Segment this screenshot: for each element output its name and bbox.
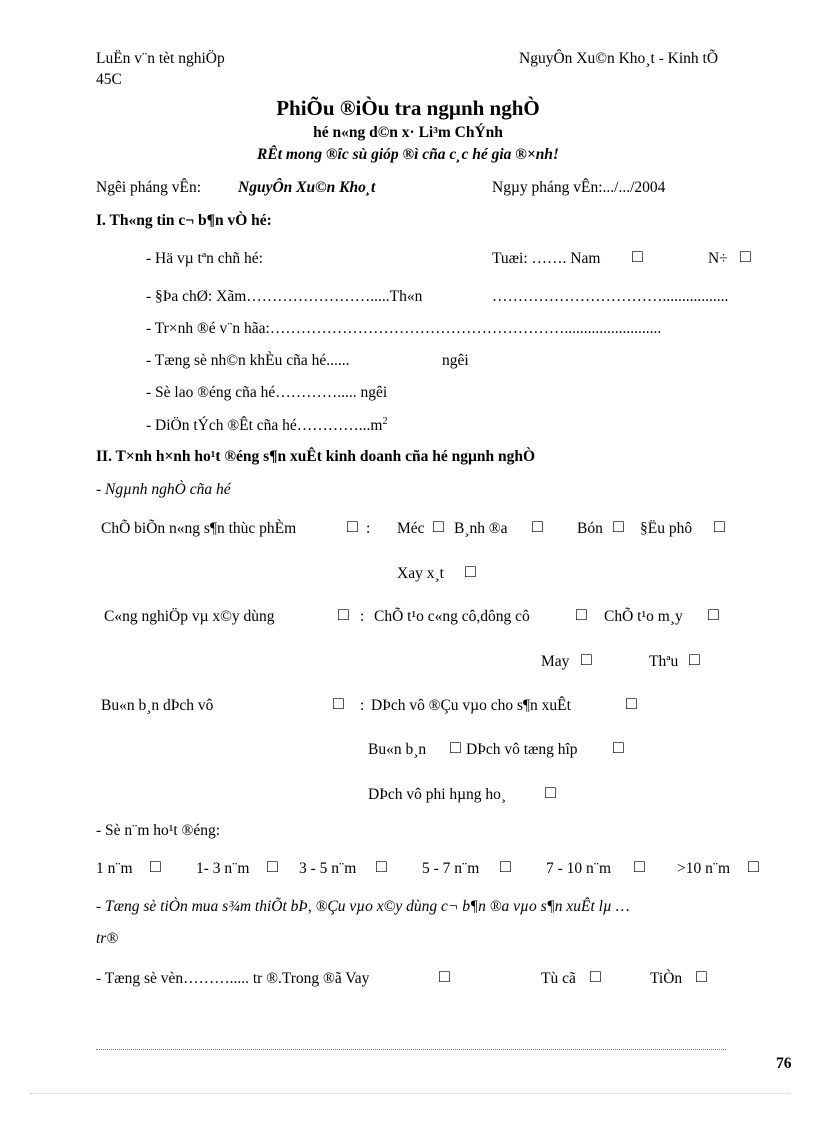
svc-item-nongoods: DÞch vô phi hµng ho¸ bbox=[368, 786, 507, 803]
female-checkbox[interactable]: □ bbox=[740, 246, 751, 266]
male-checkbox[interactable]: □ bbox=[632, 246, 643, 266]
ind-item-machines: ChÕ t¹o m¸y bbox=[604, 608, 683, 625]
owner-name-label: - Hä vµ tªn chñ hé: bbox=[146, 250, 263, 267]
interviewer-name: NguyÔn Xu©n Kho¸t bbox=[238, 179, 376, 196]
education-line: - Tr×nh ®é v¨n hãa:…………………………………………………......................... bbox=[146, 320, 662, 337]
bun-checkbox[interactable]: □ bbox=[613, 516, 624, 536]
female-label: N÷ bbox=[708, 250, 728, 267]
svc-item-trade: Bu«n b¸n bbox=[368, 741, 427, 758]
form-note: RÊt mong ®îc sù gióp ®ì cña c¸c hé gia ®×nh! bbox=[257, 146, 559, 163]
trade-service-label: Bu«n b¸n dÞch vô bbox=[101, 697, 214, 714]
ind-item-tools: ChÕ t¹o c«ng cô,dông cô bbox=[374, 608, 530, 625]
capital-line-2: tr® bbox=[96, 930, 119, 947]
svc-trade-checkbox[interactable]: □ bbox=[450, 737, 461, 757]
year-option-1: 1 n¨m bbox=[96, 860, 133, 877]
address-dots: ……………………………................. bbox=[492, 288, 729, 305]
may-checkbox[interactable]: □ bbox=[581, 649, 592, 669]
food-item-banh-da: B¸nh ®a bbox=[454, 520, 508, 537]
svc-item-input: DÞch vô ®Çu vµo cho s¶n xuÊt bbox=[371, 697, 571, 714]
page-bottom-rule bbox=[30, 1093, 790, 1094]
banh-da-checkbox[interactable]: □ bbox=[532, 516, 543, 536]
age-male-label: Tuæi: ……. Nam bbox=[492, 250, 601, 267]
year-option-5-7: 5 - 7 n¨m bbox=[422, 860, 480, 877]
cash-label: TiÒn bbox=[650, 970, 683, 987]
year-option-1-3: 1- 3 n¨m bbox=[196, 860, 250, 877]
footer-rule bbox=[96, 1049, 726, 1050]
household-members: - Tæng sè nh©n khÈu cña hé...... bbox=[146, 352, 350, 369]
year-option-10plus: >10 n¨m bbox=[677, 860, 731, 877]
tools-checkbox[interactable]: □ bbox=[576, 604, 587, 624]
year-option-7-10: 7 - 10 n¨m bbox=[546, 860, 612, 877]
land-area-sup: 2 bbox=[382, 416, 388, 427]
dau-phu-checkbox[interactable]: □ bbox=[714, 516, 725, 536]
section2-heading: II. T×nh h×nh ho¹t ®éng s¶n xuÊt kinh doanh cña hé ngµnh nghÒ bbox=[96, 448, 536, 465]
labor-count: - Sè lao ®éng cña hé…………..... ngêi bbox=[146, 384, 388, 401]
food-colon: : bbox=[366, 520, 371, 537]
svc-general-checkbox[interactable]: □ bbox=[613, 737, 624, 757]
xay-xat-checkbox[interactable]: □ bbox=[465, 561, 476, 581]
interviewer-label: Ngêi pháng vÊn: bbox=[96, 179, 202, 196]
section1-heading: I. Th«ng tin c¬ b¶n vÒ hé: bbox=[96, 212, 272, 229]
funds-line: - Tæng sè vèn………..... tr ®.Trong ®ã Vay bbox=[96, 970, 370, 987]
service-colon: : bbox=[360, 697, 365, 714]
may-label: May bbox=[541, 653, 570, 670]
self-funded-label: Tù cã bbox=[541, 970, 576, 987]
svc-nongoods-checkbox[interactable]: □ bbox=[545, 782, 556, 802]
header-left: LuËn v¨n tèt nghiÖp bbox=[96, 50, 225, 67]
cash-checkbox[interactable]: □ bbox=[696, 966, 707, 986]
year-option-3-5: 3 - 5 n¨m bbox=[299, 860, 357, 877]
year-5-7-checkbox[interactable]: □ bbox=[500, 856, 511, 876]
year-3-5-checkbox[interactable]: □ bbox=[376, 856, 387, 876]
industry-checkbox[interactable]: □ bbox=[338, 604, 349, 624]
xay-xat-label: Xay x¸t bbox=[397, 565, 444, 582]
svc-input-checkbox[interactable]: □ bbox=[626, 693, 637, 713]
capital-line-1: - Tæng sè tiÒn mua s¾m thiÕt bÞ, ®Çu vµo x©y dùng c¬ b¶n ®a vµo s¶n xuÊt lµ … bbox=[96, 898, 630, 915]
trade-service-checkbox[interactable]: □ bbox=[333, 693, 344, 713]
header-right: NguyÔn Xu©n Kho¸t - Kinh tÕ bbox=[519, 50, 719, 67]
years-label: - Sè n¨m ho¹t ®éng: bbox=[96, 822, 221, 839]
food-item-dau-phu: §Ëu phô bbox=[640, 520, 693, 537]
industry-label: C«ng nghiÖp vµ x©y dùng bbox=[104, 608, 275, 625]
self-funded-checkbox[interactable]: □ bbox=[590, 966, 601, 986]
food-processing-label: ChÕ biÕn n«ng s¶n thùc phÈm bbox=[101, 520, 297, 537]
page-number: 76 bbox=[776, 1055, 792, 1072]
svc-item-general: DÞch vô tæng hîp bbox=[466, 741, 578, 758]
form-title: PhiÕu ®iÒu tra ngµnh nghÒ bbox=[276, 96, 540, 120]
loan-checkbox[interactable]: □ bbox=[439, 966, 450, 986]
address-line: - §Þa chØ: Xãm…………………….....Th«n bbox=[146, 288, 423, 305]
header-left-2: 45C bbox=[96, 71, 122, 88]
industry-colon: : bbox=[360, 608, 365, 625]
year-1-3-checkbox[interactable]: □ bbox=[267, 856, 278, 876]
interview-date: Ngµy pháng vÊn:.../.../2004 bbox=[492, 179, 666, 196]
year-10plus-checkbox[interactable]: □ bbox=[748, 856, 759, 876]
moc-checkbox[interactable]: □ bbox=[433, 516, 444, 536]
year-7-10-checkbox[interactable]: □ bbox=[634, 856, 645, 876]
form-subtitle: hé n«ng d©n x· Li³m ChÝnh bbox=[313, 124, 503, 141]
trade-label: - Ngµnh nghÒ cña hé bbox=[96, 481, 231, 498]
land-area: - DiÖn tÝch ®Êt cña $hé\dots\dots\dots\dots...m^2$ bbox=[146, 416, 388, 435]
year-1-checkbox[interactable]: □ bbox=[150, 856, 161, 876]
theu-label: Thªu bbox=[649, 653, 679, 670]
food-item-bun: Bón bbox=[577, 520, 603, 537]
theu-checkbox[interactable]: □ bbox=[689, 649, 700, 669]
food-processing-checkbox[interactable]: □ bbox=[347, 516, 358, 536]
food-item-moc: Méc bbox=[397, 520, 425, 537]
machines-checkbox[interactable]: □ bbox=[708, 604, 719, 624]
household-members-unit: ngêi bbox=[442, 352, 469, 369]
